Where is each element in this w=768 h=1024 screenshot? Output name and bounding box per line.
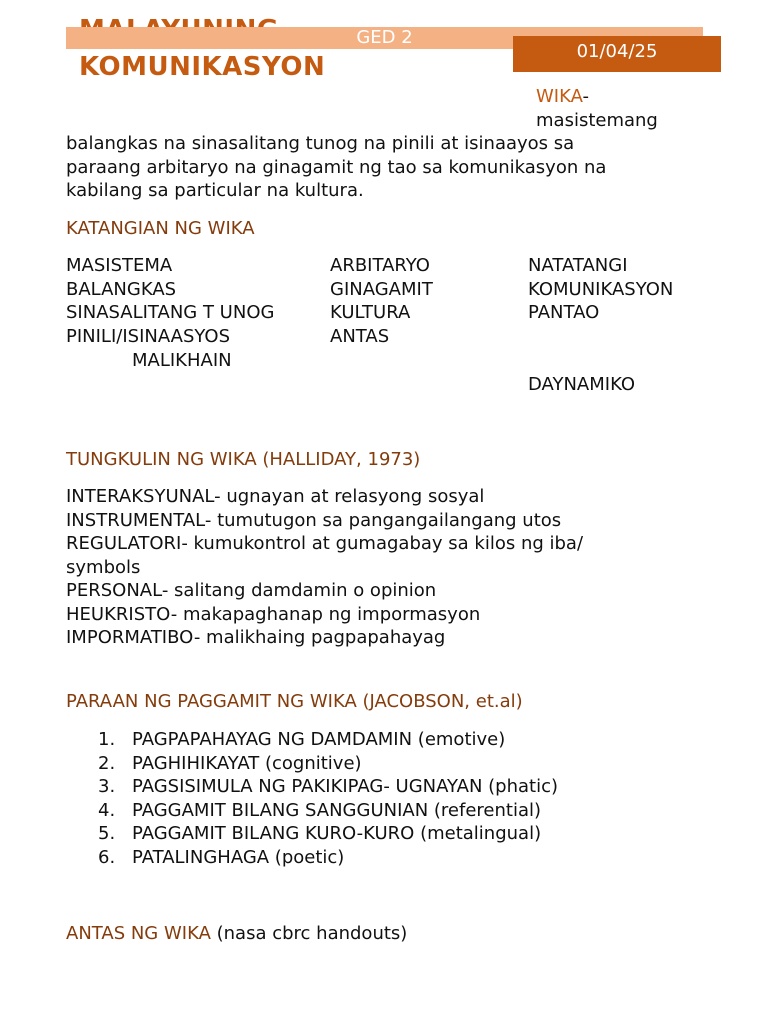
katangian-item: ARBITARYO — [330, 255, 430, 276]
list-text: PATALINGHAGA (poetic) — [132, 846, 345, 868]
course-code: GED 2 — [356, 27, 413, 48]
antas-line — [66, 922, 407, 946]
list-item — [66, 846, 558, 870]
list-item — [66, 822, 558, 846]
tungkulin-line: REGULATORI- kumukontrol at gumagabay sa kilos ng iba/ — [66, 533, 584, 554]
tungkulin-line: PERSONAL- salitang damdamin o opinion — [66, 580, 437, 601]
antas-note: (nasa cbrc handouts) — [216, 923, 408, 944]
list-number: 1. — [98, 729, 116, 750]
tungkulin-list — [66, 485, 583, 650]
katangian-column-1 — [66, 254, 274, 373]
definition-line3: kabilang sa particular na kultura. — [66, 180, 364, 201]
list-item — [66, 728, 558, 752]
list-number: 5. — [98, 823, 116, 845]
katangian-item: BALANGKAS — [66, 278, 177, 300]
definition-line0: masistemang — [536, 110, 658, 131]
list-number: 4. — [98, 799, 116, 821]
katangian-item: GINAGAMIT — [330, 278, 433, 300]
katangian-item: DAYNAMIKO — [528, 374, 636, 395]
katangian-item: MALIKHAIN — [132, 349, 232, 371]
list-item — [66, 799, 558, 823]
definition-term-line — [536, 85, 589, 109]
katangian-item: KOMUNIKASYON — [528, 278, 674, 300]
definition-line2: paraang arbitaryo na ginagamit ng tao sa komunikasyon na — [66, 157, 607, 178]
paraan-list — [66, 728, 558, 870]
list-text: PAGGAMIT BILANG KURO-KURO (metalingual) — [132, 823, 542, 845]
tungkulin-line: HEUKRISTO- makapaghanap ng impormasyon — [66, 603, 481, 625]
tungkulin-line: INSTRUMENTAL- tumutugon sa pangangailangang utos — [66, 509, 562, 531]
katangian-item: ANTAS — [330, 326, 390, 348]
katangian-column-3 — [528, 254, 673, 325]
list-number: 6. — [98, 846, 116, 868]
definition-line1: balangkas na sinasalitang tunog na pinili at isinaayos sa — [66, 133, 575, 154]
katangian-item: PINILI/ISINAASYOS — [66, 326, 231, 348]
document-title-line2: KOMUNIKASYON — [79, 52, 326, 82]
list-text: PAGSISIMULA NG PAKIKIPAG- UGNAYAN (phatic) — [132, 776, 559, 798]
katangian-item: MASISTEMA — [66, 255, 173, 276]
katangian-item: KULTURA — [330, 302, 411, 324]
definition-dash: - — [582, 86, 590, 107]
katangian-item: SINASALITANG T UNOG — [66, 302, 275, 324]
antas-heading: ANTAS NG WIKA — [66, 923, 211, 944]
tungkulin-line: INTERAKSYUNAL- ugnayan at relasyong sosyal — [66, 486, 485, 507]
katangian-heading: KATANGIAN NG WIKA — [66, 218, 255, 239]
list-text: PAGGAMIT BILANG SANGGUNIAN (referential) — [132, 799, 542, 821]
katangian-item: PANTAO — [528, 302, 600, 324]
list-text: PAGPAPAHAYAG NG DAMDAMIN (emotive) — [132, 729, 506, 750]
list-number: 2. — [98, 752, 116, 774]
list-item — [66, 775, 558, 799]
katangian-column-2 — [330, 254, 433, 349]
list-text: PAGHIHIKAYAT (cognitive) — [132, 752, 362, 774]
katangian-item: NATATANGI — [528, 255, 628, 276]
tungkulin-heading: TUNGKULIN NG WIKA (HALLIDAY, 1973) — [66, 449, 421, 470]
definition-term: WIKA — [536, 86, 583, 107]
tungkulin-line: symbols — [66, 556, 141, 578]
list-number: 3. — [98, 776, 116, 798]
list-item — [66, 752, 558, 776]
date-label: 01/04/25 — [576, 41, 658, 62]
paraan-heading: PARAAN NG PAGGAMIT NG WIKA (JACOBSON, et.al) — [66, 691, 523, 712]
tungkulin-line: IMPORMATIBO- malikhaing pagpapahayag — [66, 627, 446, 648]
